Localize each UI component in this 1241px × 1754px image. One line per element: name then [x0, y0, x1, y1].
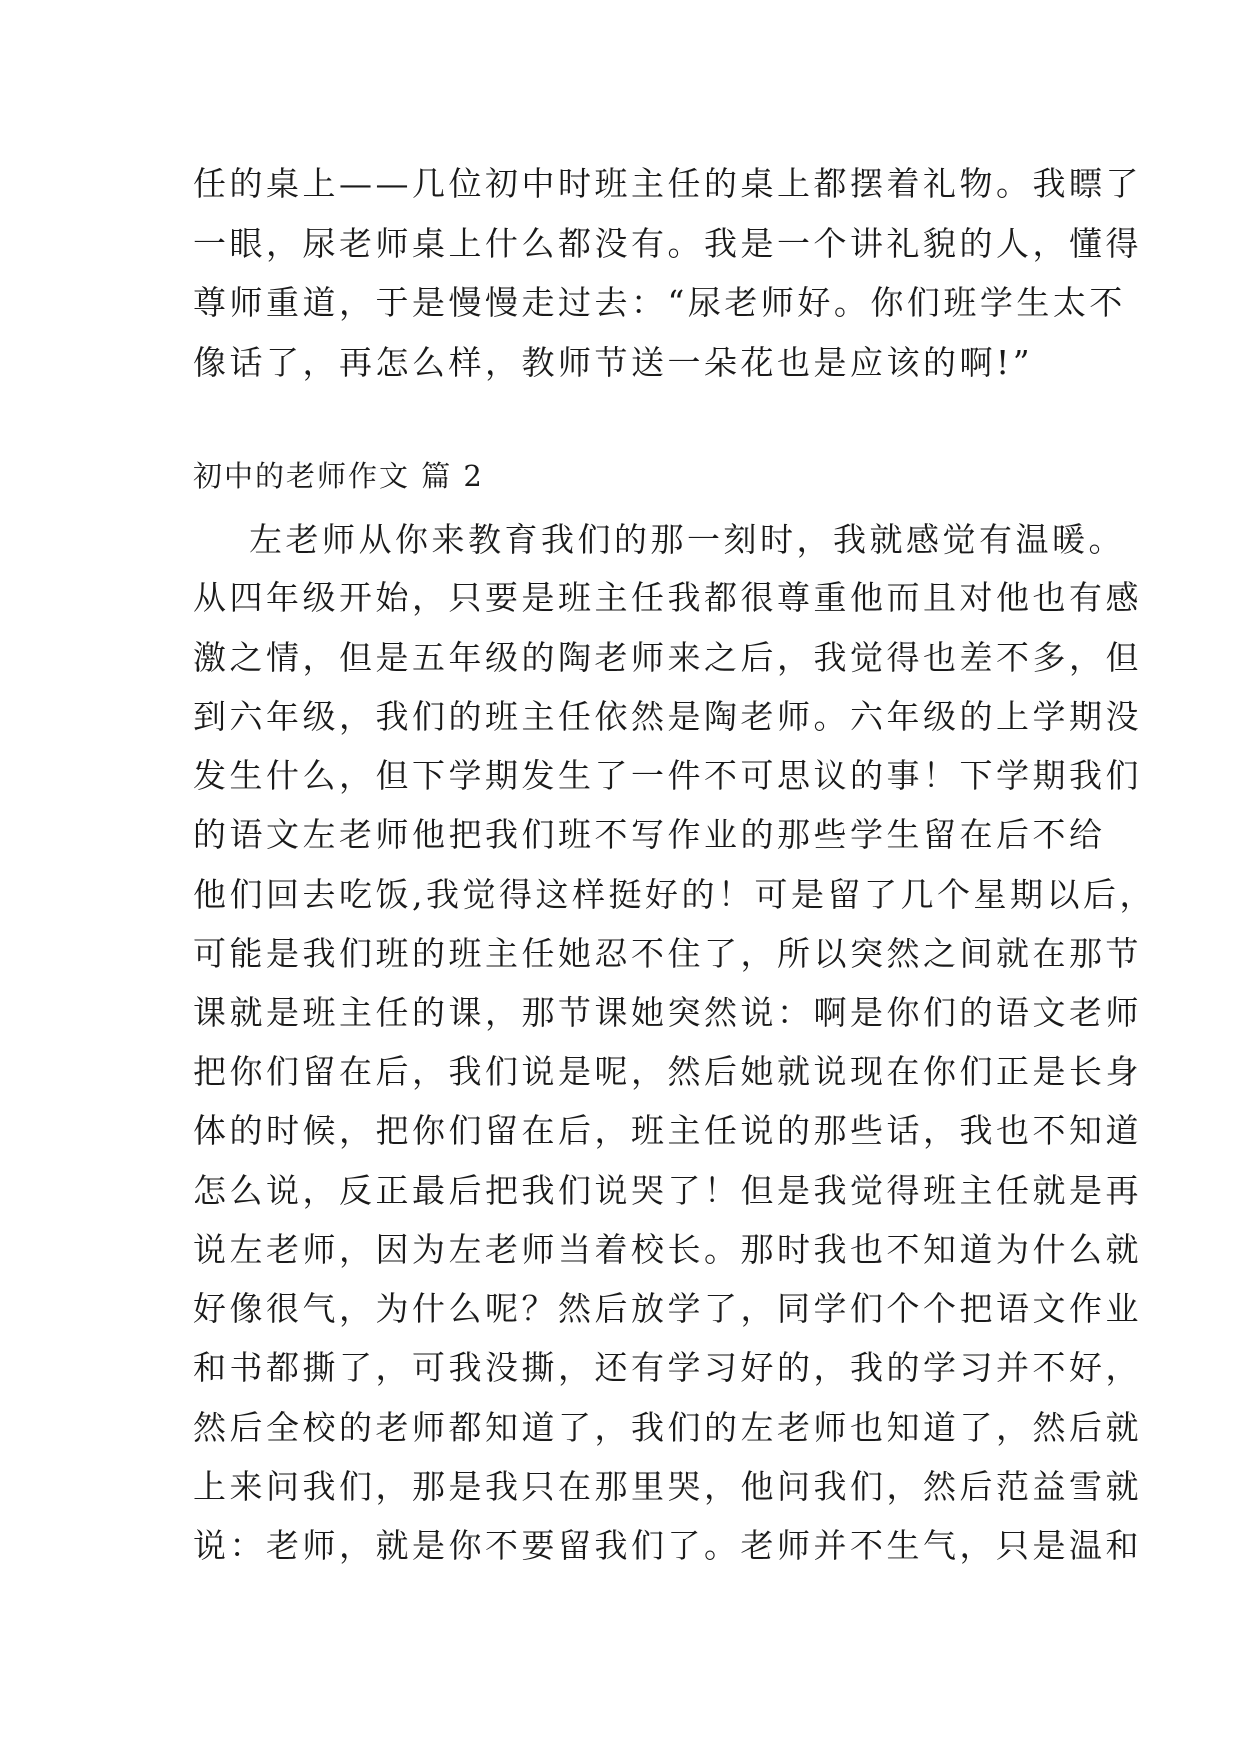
- paragraph-line: 激之情，但是五年级的陶老师来之后，我觉得也差不多，但: [193, 638, 1142, 677]
- paragraph-line: 和书都撕了，可我没撕，还有学习好的，我的学习并不好，: [193, 1348, 1142, 1387]
- paragraph-line: 一眼，尿老师桌上什么都没有。我是一个讲礼貌的人，懂得: [193, 224, 1142, 263]
- paragraph-line: 像话了，再怎么样，教师节送一朵花也是应该的啊!”: [193, 343, 1034, 382]
- paragraph-line: 左老师从你来教育我们的那一刻时，我就感觉有温暖。: [193, 520, 1125, 559]
- paragraph-line: 课就是班主任的课，那节课她突然说：啊是你们的语文老师: [193, 993, 1142, 1032]
- paragraph-line: 他们回去吃饭,我觉得这样挺好的！可是留了几个星期以后，: [193, 875, 1156, 914]
- paragraph-line: 尊师重道，于是慢慢走过去：“尿老师好。你们班学生太不: [193, 283, 1126, 322]
- paragraph-line: 怎么说，反正最后把我们说哭了！但是我觉得班主任就是再: [193, 1171, 1142, 1210]
- paragraph-line: 然后全校的老师都知道了，我们的左老师也知道了，然后就: [193, 1408, 1142, 1447]
- paragraph-line: 到六年级，我们的班主任依然是陶老师。六年级的上学期没: [193, 697, 1142, 736]
- paragraph-line: 把你们留在后，我们说是呢，然后她就说现在你们正是长身: [193, 1052, 1142, 1091]
- section-heading: 初中的老师作文 篇 2: [193, 459, 484, 493]
- paragraph-line: 体的时候，把你们留在后，班主任说的那些话，我也不知道: [193, 1111, 1142, 1150]
- paragraph-line: 说：老师，就是你不要留我们了。老师并不生气，只是温和: [193, 1526, 1142, 1565]
- paragraph-line: 可能是我们班的班主任她忍不住了，所以突然之间就在那节: [193, 934, 1142, 973]
- paragraph-line: 发生什么，但下学期发生了一件不可思议的事！下学期我们: [193, 756, 1142, 795]
- paragraph-line: 好像很气，为什么呢？然后放学了，同学们个个把语文作业: [193, 1289, 1142, 1328]
- paragraph-line: 任的桌上——几位初中时班主任的桌上都摆着礼物。我瞟了: [193, 164, 1142, 203]
- paragraph-line: 的语文左老师他把我们班不写作业的那些学生留在后不给: [193, 815, 1106, 854]
- paragraph-line: 说左老师，因为左老师当着校长。那时我也不知道为什么就: [193, 1230, 1142, 1269]
- paragraph-line: 从四年级开始，只要是班主任我都很尊重他而且对他也有感: [193, 578, 1142, 617]
- paragraph-line: 上来问我们，那是我只在那里哭，他问我们，然后范益雪就: [193, 1467, 1142, 1506]
